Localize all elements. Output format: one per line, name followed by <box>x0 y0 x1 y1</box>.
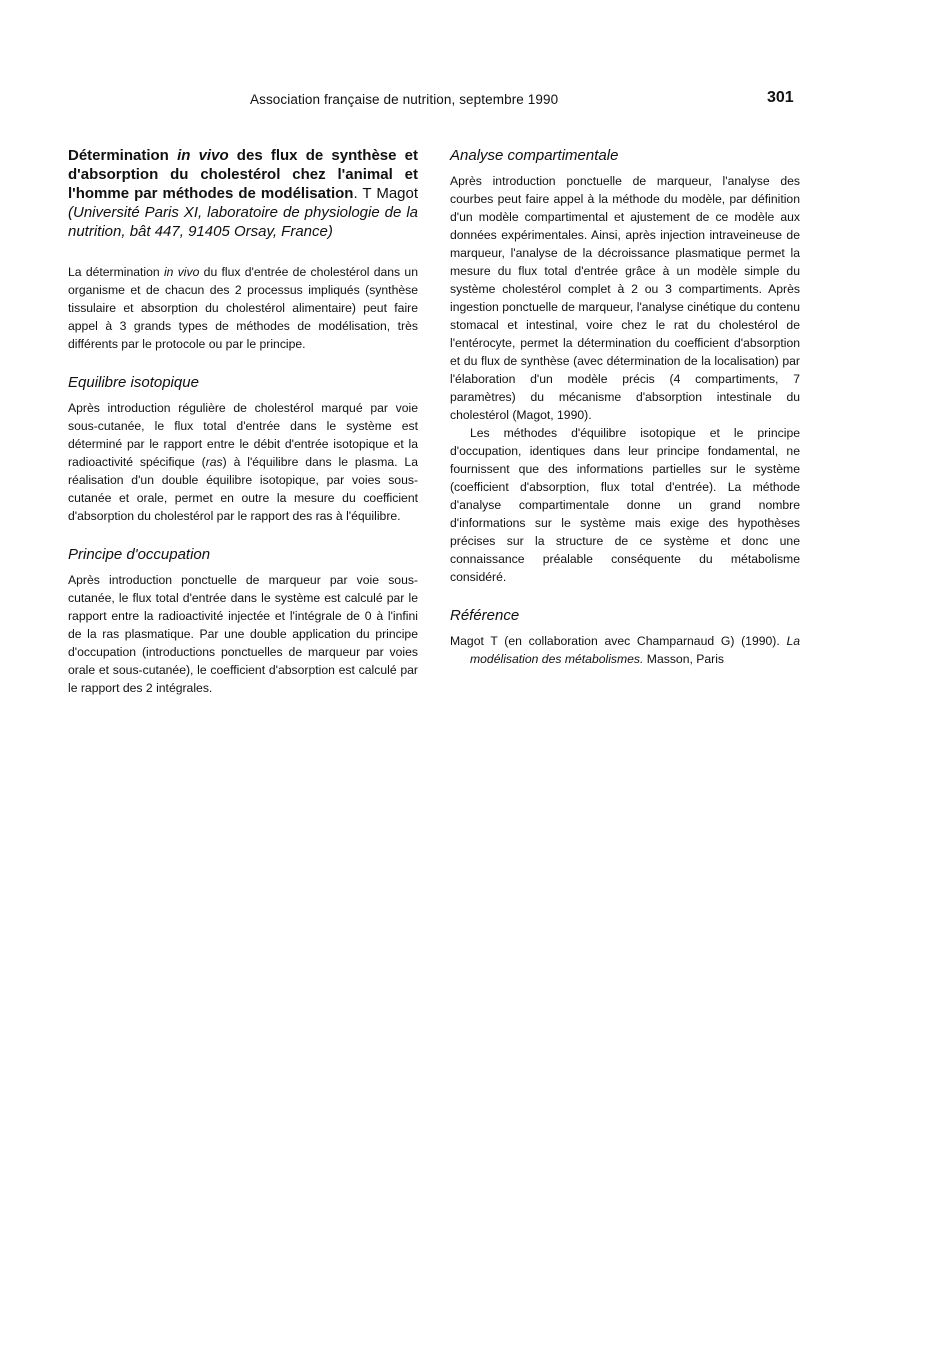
title-in-vivo: in vivo <box>177 147 229 164</box>
page-number: 301 <box>767 89 794 106</box>
title-part2: des flux de synthèse et d'absorption du cholestérol chez l'animal et l'homme par méthodes de modélisation <box>68 147 419 202</box>
paragraph-principe-occupation: Après introduction ponctuelle de marqueur par voie sous-cutanée, le flux total d'entrée dans le système est calculé par le rapport entre la radioactivité injectée et l'intégrale de 0 à l'infini de la ras plasmatique. Par une double application du principe d'occupation (introductions ponctuelles de marqueur par voies orale et sous-cutanée), le coefficient d'absorption est calculé par le rapport des 2 intégrales. <box>68 573 418 695</box>
reference-part1: Magot T (en collaboration avec Champarnaud G) (1990). <box>450 634 787 648</box>
heading-analyse-compartimentale: Analyse compartimentale <box>450 147 619 164</box>
reference-part2: Masson, Paris <box>643 652 725 666</box>
intro-part2: du flux d'entrée de cholestérol dans un organisme et de chacun des 2 processus impliqués (synthèse tissulaire et absorption du cholestérol alimentaire) peut faire appel à 3 grands types de méthodes de modélisation, très différents par le protocole ou par le principe. <box>68 265 418 351</box>
heading-reference: Référence <box>450 607 520 624</box>
intro-paragraph <box>68 263 418 353</box>
heading-equilibre-isotopique: Equilibre isotopique <box>68 374 199 391</box>
paragraph-equilibre-isotopique <box>68 399 418 525</box>
reference-book-title: La modélisation des métabolismes. <box>470 634 800 666</box>
equilibre-ras: ras <box>205 455 223 469</box>
equilibre-text-a: Après introduction régulière de cholestérol marqué par voie sous-cutanée, le flux total d'entrée dans le système est déterminé par le rapport entre le débit d'entrée isotopique et la radioactivité spécifique ( <box>68 401 418 469</box>
paragraph-analyse-compartimentale: Après introduction ponctuelle de marqueur, l'analyse des courbes peut faire appel à la méthode du modèle, par définition d'un modèle compartimental et ajustement de ce modèle aux données expérimentales. Ainsi, après injection intraveineuse de marqueur, l'analyse de la décroissance plasmatique permet la mesure du flux total d'entrée grâce à un modèle simple du système cholestérol complet à 2 ou 3 compartiments. Après ingestion ponctuelle de marqueur, l'analyse cinétique du contenu stomacal et intestinal, voire chez le rat du cholestérol de l'entérocyte, permet la détermination du coefficient d'absorption et du flux de synthèse (avec détermination de la localisation) par l'élaboration d'un modèle précis (4 compartiments, 7 paramètres) du mécanisme d'absorption intestinale du cholestérol (Magot, 1990). <box>450 174 800 422</box>
intro-in-vivo: in vivo <box>163 265 200 279</box>
title-part1: Détermination <box>68 147 178 164</box>
right-column <box>450 146 800 668</box>
journal-line: Association française de nutrition, septembre 1990 <box>250 92 559 107</box>
affiliation: (Université Paris XI, laboratoire de physiologie de la nutrition, bât 447, 91405 Orsay, France) <box>68 204 418 240</box>
intro-part1: La détermination <box>68 265 164 279</box>
article-title <box>68 146 418 241</box>
equilibre-text-b: ) à l'équilibre dans le plasma. La réalisation d'un double équilibre isotopique, par voies sous-cutanée et orale, permet en outre la mesure du coefficient d'absorption du cholestérol par le rapport des ras à l'équilibre. <box>68 455 418 523</box>
author: . T Magot <box>353 185 419 202</box>
heading-principe-occupation: Principe d'occupation <box>68 546 211 563</box>
reference-entry <box>450 632 800 668</box>
running-header <box>0 89 930 112</box>
paragraph-methodes-comparison: Les méthodes d'équilibre isotopique et le principe d'occupation, identiques dans leur principe fondamental, ne fournissent que des informations partielles sur le système (coefficient d'absorption, flux total d'entrée). La méthode d'analyse compartimentale donne un grand nombre d'informations sur le système mais exige des hypothèses précises sur la structure de ce système et donc une connaissance préalable conséquente du métabolisme considéré. <box>450 426 800 584</box>
left-column <box>68 146 418 697</box>
